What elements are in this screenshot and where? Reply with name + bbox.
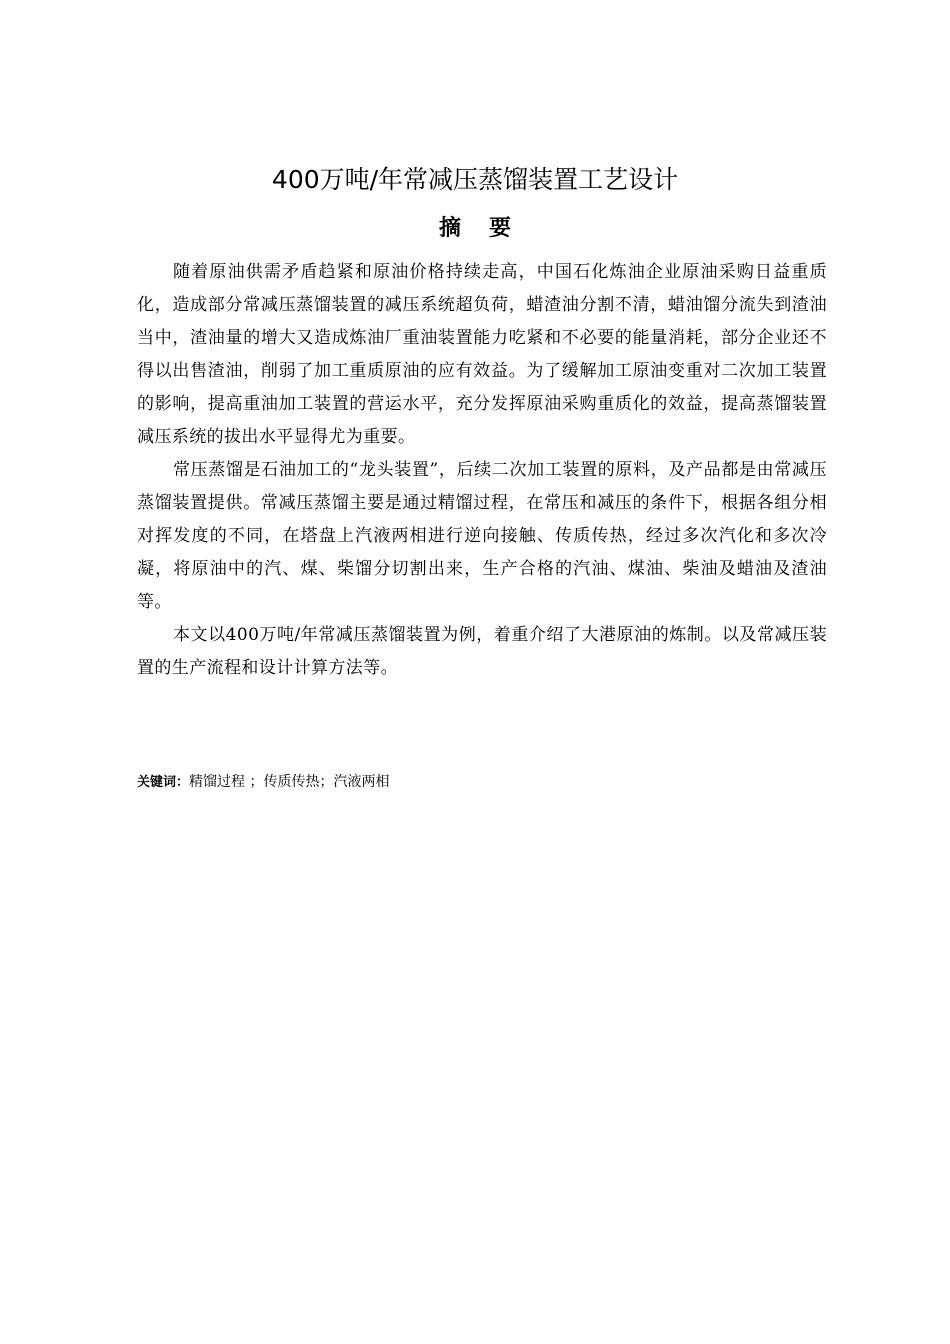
- abstract-paragraph-1: 随着原油供需矛盾趋紧和原油价格持续走高，中国石化炼油企业原油采购日益重质化，造成部分常减压蒸馏装置的减压系统超负荷，蜡渣油分割不清，蜡油馏分流失到渣油当中，渣油量的增大又造成炼油厂重油装置能力吃紧和不必要的能量消耗，部分企业还不得以出售渣油，削弱了加工重质原油的应有效益。为了缓解加工原油变重对二次加工装置的影响，提高重油加工装置的营运水平，充分发挥原油采购重质化的效益，提高蒸馏装置减压系统的拔出水平显得尤为重要。: [137, 262, 827, 447]
- document-title: 400万吨/年常减压蒸馏装置工艺设计: [271, 165, 679, 194]
- keywords-text: 精馏过程 ；传质传热；汽液两相: [189, 774, 390, 790]
- abstract-heading: 摘要: [438, 216, 539, 241]
- abstract-body: [137, 256, 827, 685]
- keywords-label: 关键词：: [137, 775, 190, 790]
- abstract-paragraph-2: 常压蒸馏是石油加工的“龙头装置”，后续二次加工装置的原料，及产品都是由常减压蒸馏装置提供。常减压蒸馏主要是通过精馏过程，在常压和减压的条件下，根据各组分相对挥发度的不同，在塔盘上汽液两相进行逆向接触、传质传热，经过多次汽化和多次冷凝，将原油中的汽、煤、柴馏分切割出来，生产合格的汽油、煤油、柴油及蜡油及渣油等。: [137, 460, 827, 612]
- abstract-paragraph-3: 本文以400万吨/年常减压蒸馏装置为例，着重介绍了大港原油的炼制。以及常减压装置的生产流程和设计计算方法等。: [137, 625, 827, 678]
- keywords-line: [137, 770, 827, 795]
